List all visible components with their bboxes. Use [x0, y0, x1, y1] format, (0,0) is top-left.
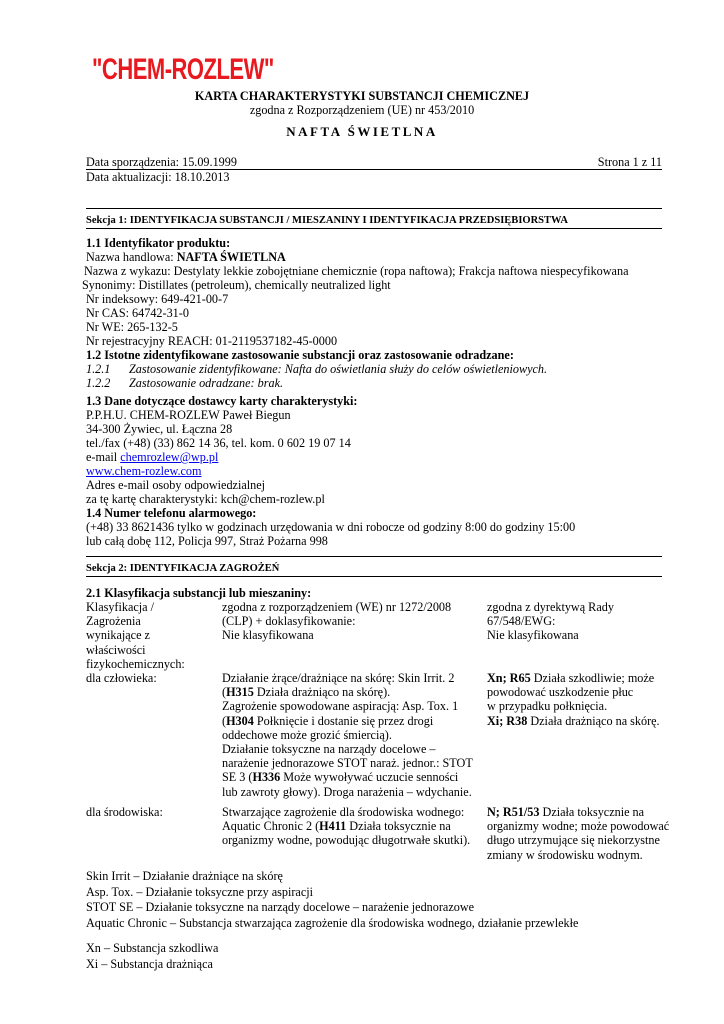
cas-number: Nr CAS: 64742-31-0	[86, 306, 189, 320]
human-directive	[487, 671, 660, 728]
trade-name: NAFTA ŚWIETLNA	[176, 250, 286, 264]
hazard-code: H304	[226, 713, 254, 728]
company-logo: "CHEM-ROZLEW"	[92, 52, 274, 86]
reach-number: Nr rejestracyjny REACH: 01-2119537182-45-0000	[86, 334, 338, 348]
clp-text: Aquatic Chronic 2 (	[222, 819, 320, 834]
dir-line: zmiany w środowisku wodnym.	[487, 847, 643, 862]
risk-code: N; R51/53	[487, 805, 540, 819]
alarm-phone-1: (+48) 33 8621436 tylko w godzinach urzędowania w dni robocze od godziny 8:00 do godziny 15:00	[86, 520, 576, 534]
clp-line	[222, 770, 473, 784]
trade-name-line	[86, 250, 286, 264]
company-address: 34-300 Żywiec, ul. Łączna 28	[86, 422, 233, 436]
clp-line	[222, 685, 473, 699]
section1-top-rule	[86, 208, 662, 209]
section2-bottom-rule	[86, 576, 662, 577]
date-prepared: Data sporządzenia: 15.09.1999	[86, 155, 237, 169]
legend-item: Asp. Tox. – Działanie toksyczne przy aspiracji	[86, 884, 314, 899]
clp-line: lub zawroty głowy). Droga narażenia – wdychanie.	[222, 784, 472, 799]
clp-line: Zagrożenie spowodowane aspiracją: Asp. Tox. 1	[222, 699, 459, 714]
clp-text: SE 3 (	[222, 770, 253, 785]
legend-item: Skin Irrit – Działanie drażniące na skórę	[86, 869, 283, 883]
legend-item: Aquatic Chronic – Substancja stwarzająca zagrożenie dla środowiska wodnego, działanie przewlekłe	[86, 915, 579, 930]
responsible-email-1: Adres e-mail osoby odpowiedzialnej	[86, 478, 266, 492]
responsible-email-2: za tę kartę charakterystyki: kch@chem-rozlew.pl	[86, 492, 325, 506]
list-name: Nazwa z wykazu: Destylaty lekkie zobojętniane chemicznie (ropa naftowa); Frakcja naftowa niespecyfikowana	[84, 264, 629, 278]
clp-line: oddechowe może grozić śmiercią).	[222, 727, 392, 742]
section1-heading: Sekcja 1: IDENTYFIKACJA SUBSTANCJI / MIESZANINY I IDENTYFIKACJA PRZEDSIĘBIORSTWA	[86, 215, 568, 226]
col3-line: zgodna z dyrektywą Rady	[487, 600, 614, 614]
subsection-1-4: 1.4 Numer telefonu alarmowego:	[86, 506, 257, 520]
dir-line: długo utrzymujące się niekorzystne	[487, 833, 660, 848]
environment-label: dla środowiska:	[86, 805, 163, 819]
dir-line	[487, 671, 660, 685]
section2-top-rule	[86, 556, 662, 557]
website-link[interactable]: www.chem-rozlew.com	[86, 464, 202, 478]
document-title: KARTA CHARAKTERYSTYKI SUBSTANCJI CHEMICZNEJ	[194, 89, 530, 103]
clp-line: organizmy wodne, powodując długotrwałe skutki).	[222, 833, 471, 848]
col3-line: 67/548/EWG:	[487, 614, 556, 629]
clp-text: Może wywoływać uczucie senności	[280, 770, 459, 785]
clp-text: Połknięcie i dostanie się przez drogi	[253, 713, 434, 728]
page-number: Strona 1 z 11	[597, 155, 662, 169]
risk-code: Xi; R38	[487, 713, 528, 728]
human-label: dla człowieka:	[86, 671, 157, 685]
company-phone: tel./fax (+48) (33) 862 14 36, tel. kom. 0 602 19 07 14	[86, 436, 351, 450]
col1-line: Klasyfikacja /	[86, 600, 155, 614]
classification-col1	[86, 600, 185, 671]
clp-line: Stwarzające zagrożenie dla środowiska wodnego:	[222, 805, 465, 819]
product-title: NAFTA ŚWIETLNA	[286, 124, 438, 139]
use-2-text: Zastosowanie odradzane: brak.	[129, 376, 284, 390]
subsection-1-3: 1.3 Dane dotyczące dostawcy karty charakterystyki:	[86, 394, 358, 408]
use-2-number: 1.2.2	[86, 376, 111, 390]
col1-line: właściwości	[86, 642, 146, 657]
classification-col3	[487, 600, 614, 643]
col1-line: Zagrożenia	[86, 614, 141, 629]
section1-bottom-rule	[86, 228, 662, 229]
subsection-2-1: 2.1 Klasyfikacja substancji lub mieszaniny:	[86, 586, 312, 600]
clp-text: Działa toksycznie na	[346, 819, 451, 834]
dir-text: Działa szkodliwie; może	[530, 671, 655, 685]
email-line	[86, 450, 218, 464]
hazard-code: H315	[226, 685, 254, 700]
trade-name-label: Nazwa handlowa:	[86, 250, 177, 264]
use-1-number: 1.2.1	[86, 362, 111, 376]
use-1-text: Zastosowanie zidentyfikowane: Nafta do oświetlania służy do celów oświetleniowych.	[129, 362, 548, 376]
symbol-legend	[86, 941, 218, 972]
date-updated: Data aktualizacji: 18.10.2013	[86, 170, 230, 184]
environment-directive	[487, 805, 669, 862]
col2-line: (CLP) + doklasyfikowanie:	[222, 614, 356, 629]
clp-text: (	[222, 685, 227, 700]
classification-col2	[222, 600, 451, 643]
col2-line: zgodna z rozporządzeniem (WE) nr 1272/2008	[222, 600, 452, 614]
hazard-code: H336	[252, 770, 281, 785]
clp-line: narażenie jednorazowe STOT naraż. jednor.: STOT	[222, 756, 473, 771]
email-label: e-mail	[86, 450, 121, 464]
legend-item: Xn – Substancja szkodliwa	[86, 941, 219, 955]
human-clp	[222, 671, 473, 799]
clp-text: Działa drażniąco na skórę).	[253, 685, 391, 700]
clp-line	[222, 819, 470, 833]
company-name: P.P.H.U. CHEM-ROZLEW Paweł Biegun	[86, 408, 291, 422]
col3-line: Nie klasyfikowana	[487, 628, 579, 643]
clp-line	[222, 714, 473, 728]
risk-code: Xn; R65	[487, 671, 531, 685]
dir-text: Działa toksycznie na	[539, 805, 645, 819]
legend-item: STOT SE – Działanie toksyczne na narządy docelowe – narażenie jednorazowe	[86, 900, 475, 914]
index-number: Nr indeksowy: 649-421-00-7	[86, 292, 229, 306]
dir-line	[487, 805, 669, 819]
environment-clp	[222, 805, 470, 848]
synonyms: Synonimy: Distillates (petroleum), chemically neutralized light	[82, 278, 391, 292]
dir-text: Działa drażniąco na skórę.	[527, 713, 660, 728]
clp-line: Działanie toksyczne na narządy docelowe –	[222, 742, 436, 757]
section2-heading: Sekcja 2: IDENTYFIKACJA ZAGROŻEŃ	[86, 563, 280, 574]
legend-item: Xi – Substancja drażniąca	[86, 956, 213, 971]
col1-line: fizykochemicznych:	[86, 656, 185, 671]
regulation-text: zgodna z Rozporządzeniem (UE) nr 453/2010	[249, 103, 475, 117]
email-link[interactable]: chemrozlew@wp.pl	[120, 450, 219, 464]
col1-line: wynikające z	[86, 628, 150, 643]
dir-line	[487, 714, 660, 728]
we-number: Nr WE: 265-132-5	[86, 320, 178, 334]
subsection-1-2: 1.2 Istotne zidentyfikowane zastosowanie substancji oraz zastosowanie odradzane:	[86, 348, 514, 362]
dir-line: organizmy wodne; może powodować	[487, 819, 670, 834]
hazard-code: H411	[319, 819, 347, 834]
col2-line: Nie klasyfikowana	[222, 628, 314, 643]
dir-line: w przypadku połknięcia.	[487, 699, 608, 714]
subsection-1-1: 1.1 Identyfikator produktu:	[86, 236, 231, 250]
alarm-phone-2: lub całą dobę 112, Policja 997, Straż Pożarna 998	[86, 534, 328, 548]
dir-line: powodować uszkodzenie płuc	[487, 685, 634, 700]
clp-line: Działanie żrące/drażniące na skórę: Skin Irrit. 2	[222, 671, 455, 685]
clp-text: (	[222, 713, 227, 728]
abbreviation-legend	[86, 869, 578, 931]
